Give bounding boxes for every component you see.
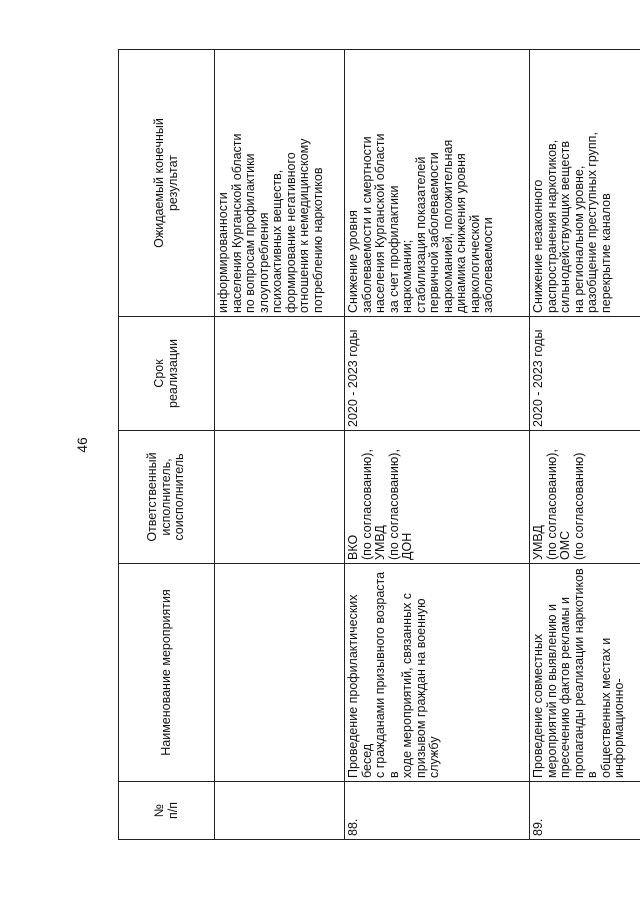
cell-num: 89. (530, 782, 640, 840)
cell-num (215, 782, 345, 840)
header-result: Ожидаемый конечный результат (119, 50, 215, 317)
table-row (530, 50, 640, 840)
cell-executor: УМВД (по согласованию), ОМС (по согласованию) (530, 431, 640, 564)
cell-name (215, 564, 345, 782)
header-name: Наименование мероприятия (119, 564, 215, 782)
cell-num: 88. (345, 782, 530, 840)
cell-result: Снижение уровня заболеваемости и смертности населения Курганской области за счет профилактики наркомании; стабилизация показателей первичной заболеваемости наркоманией, положительная динамика снижения уровня наркологической заболеваемости (345, 50, 530, 317)
measures-table (118, 49, 640, 840)
page-number: 46 (74, 437, 90, 453)
header-executor: Ответственный исполнитель, соисполнитель (119, 431, 215, 564)
table-row (345, 50, 530, 840)
cell-name: Проведение совместных мероприятий по выявлению и пресечению фактов рекламы и пропаганды реализации наркотиков в общественных местах и информационно- (530, 564, 640, 782)
cell-term: 2020 - 2023 годы (345, 317, 530, 431)
rotated-page-content (74, 50, 626, 840)
cell-term (215, 317, 345, 431)
table-row-continuation (215, 50, 345, 840)
cell-result: информированности населения Курганской области по вопросам профилактики злоупотребления психоактивных веществ, формирование негативного отношения к немедицинскому потреблению наркотиков (215, 50, 345, 317)
table-header-row (119, 50, 215, 840)
cell-term: 2020 - 2023 годы (530, 317, 640, 431)
header-num: № п/п (119, 782, 215, 840)
header-term: Срок реализации (119, 317, 215, 431)
cell-result: Снижение незаконного распространения наркотиков, сильнодействующих веществ на региональном уровне, разобщение преступных групп, перекрытие каналов (530, 50, 640, 317)
cell-name: Проведение профилактических бесед с гражданами призывного возраста в ходе мероприятий, связанных с призывом граждан на военную службу (345, 564, 530, 782)
cell-executor: ВКО (по согласованию), УМВД (по согласованию), ДОН (345, 431, 530, 564)
cell-executor (215, 431, 345, 564)
